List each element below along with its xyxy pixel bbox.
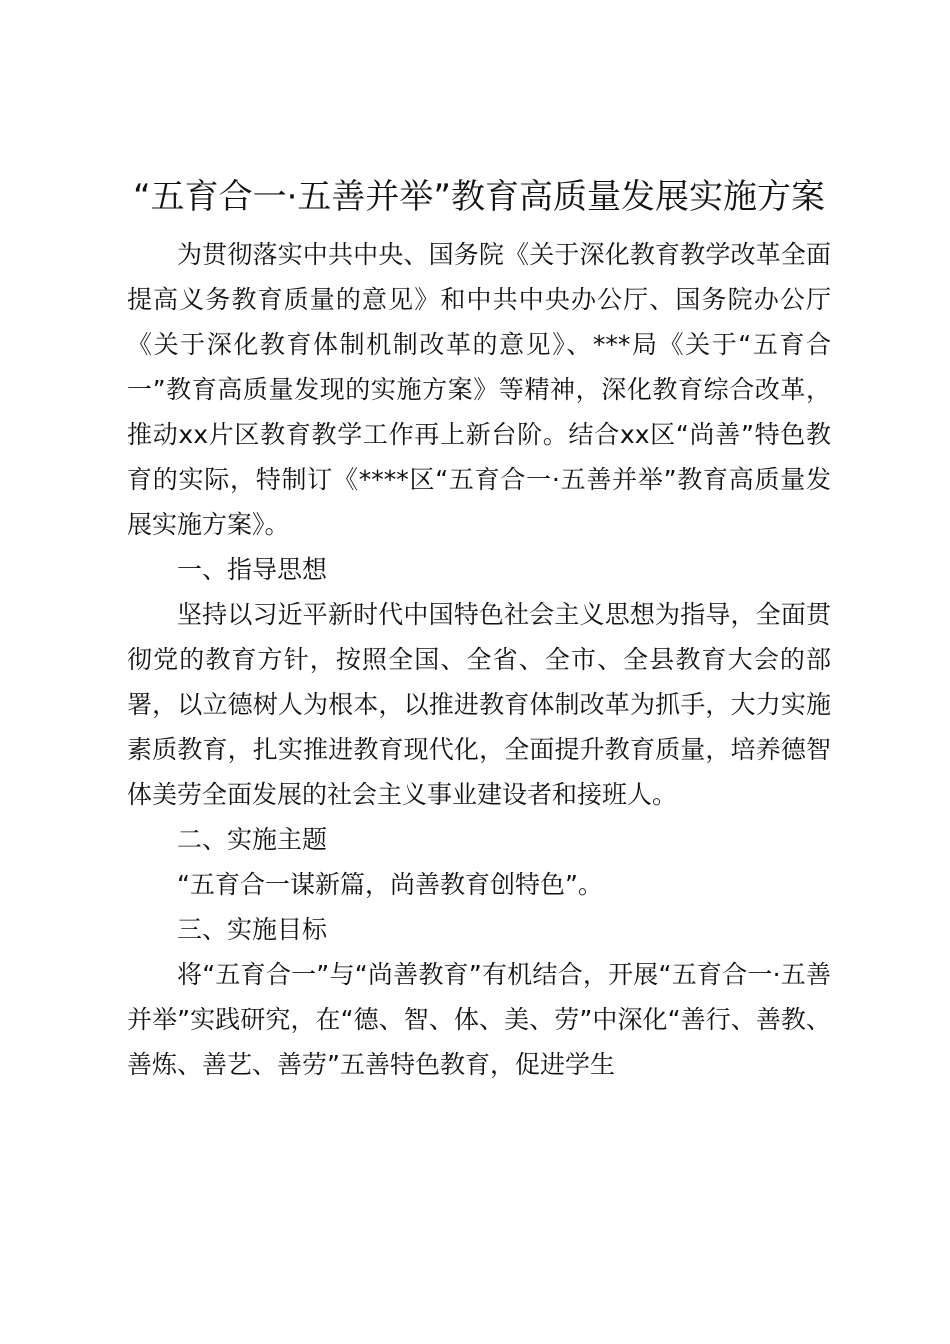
- document-title: “五育合一·五善并举”教育高质量发展实施方案: [132, 177, 826, 217]
- section-heading-theme: 二、实施主题: [177, 825, 328, 854]
- section-body-guiding-thought: 坚持以习近平新时代中国特色社会主义思想为指导，全面贯彻党的教育方针，按照全国、全省、全市、全县教育大会的部署，以立德树人为根本，以推进教育体制改革为抓手，大力实施素质教育，扎实推进教育现代化，全面提升教育质量，培养德智体美劳全面发展的社会主义事业建设者和接班人。: [127, 600, 831, 809]
- title-block: [127, 170, 831, 224]
- section-heading-goals: 三、实施目标: [177, 915, 328, 944]
- intro-paragraph: 为贯彻落实中共中央、国务院《关于深化教育教学改革全面提高义务教育质量的意见》和中共中央办公厅、国务院办公厅《关于深化教育体制机制改革的意见》、***局《关于“五育合一”教育高质量发现的实施方案》等精神，深化教育综合改革，推动xx片区教育教学工作再上新台阶。结合xx区“尚善”特色教育的实际，特制订《****区“五育合一·五善并举”教育高质量发展实施方案》。: [127, 240, 831, 539]
- section-body-goals: 将“五育合一”与“尚善教育”有机结合，开展“五育合一·五善并举”实践研究，在“德、智、体、美、劳”中深化“善行、善教、善炼、善艺、善劳”五善特色教育，促进学生: [127, 960, 831, 1079]
- document-page: [127, 170, 831, 1087]
- section-heading-guiding-thought: 一、指导思想: [177, 555, 328, 584]
- section-body-theme: “五育合一谋新篇，尚善教育创特色”。: [177, 870, 603, 899]
